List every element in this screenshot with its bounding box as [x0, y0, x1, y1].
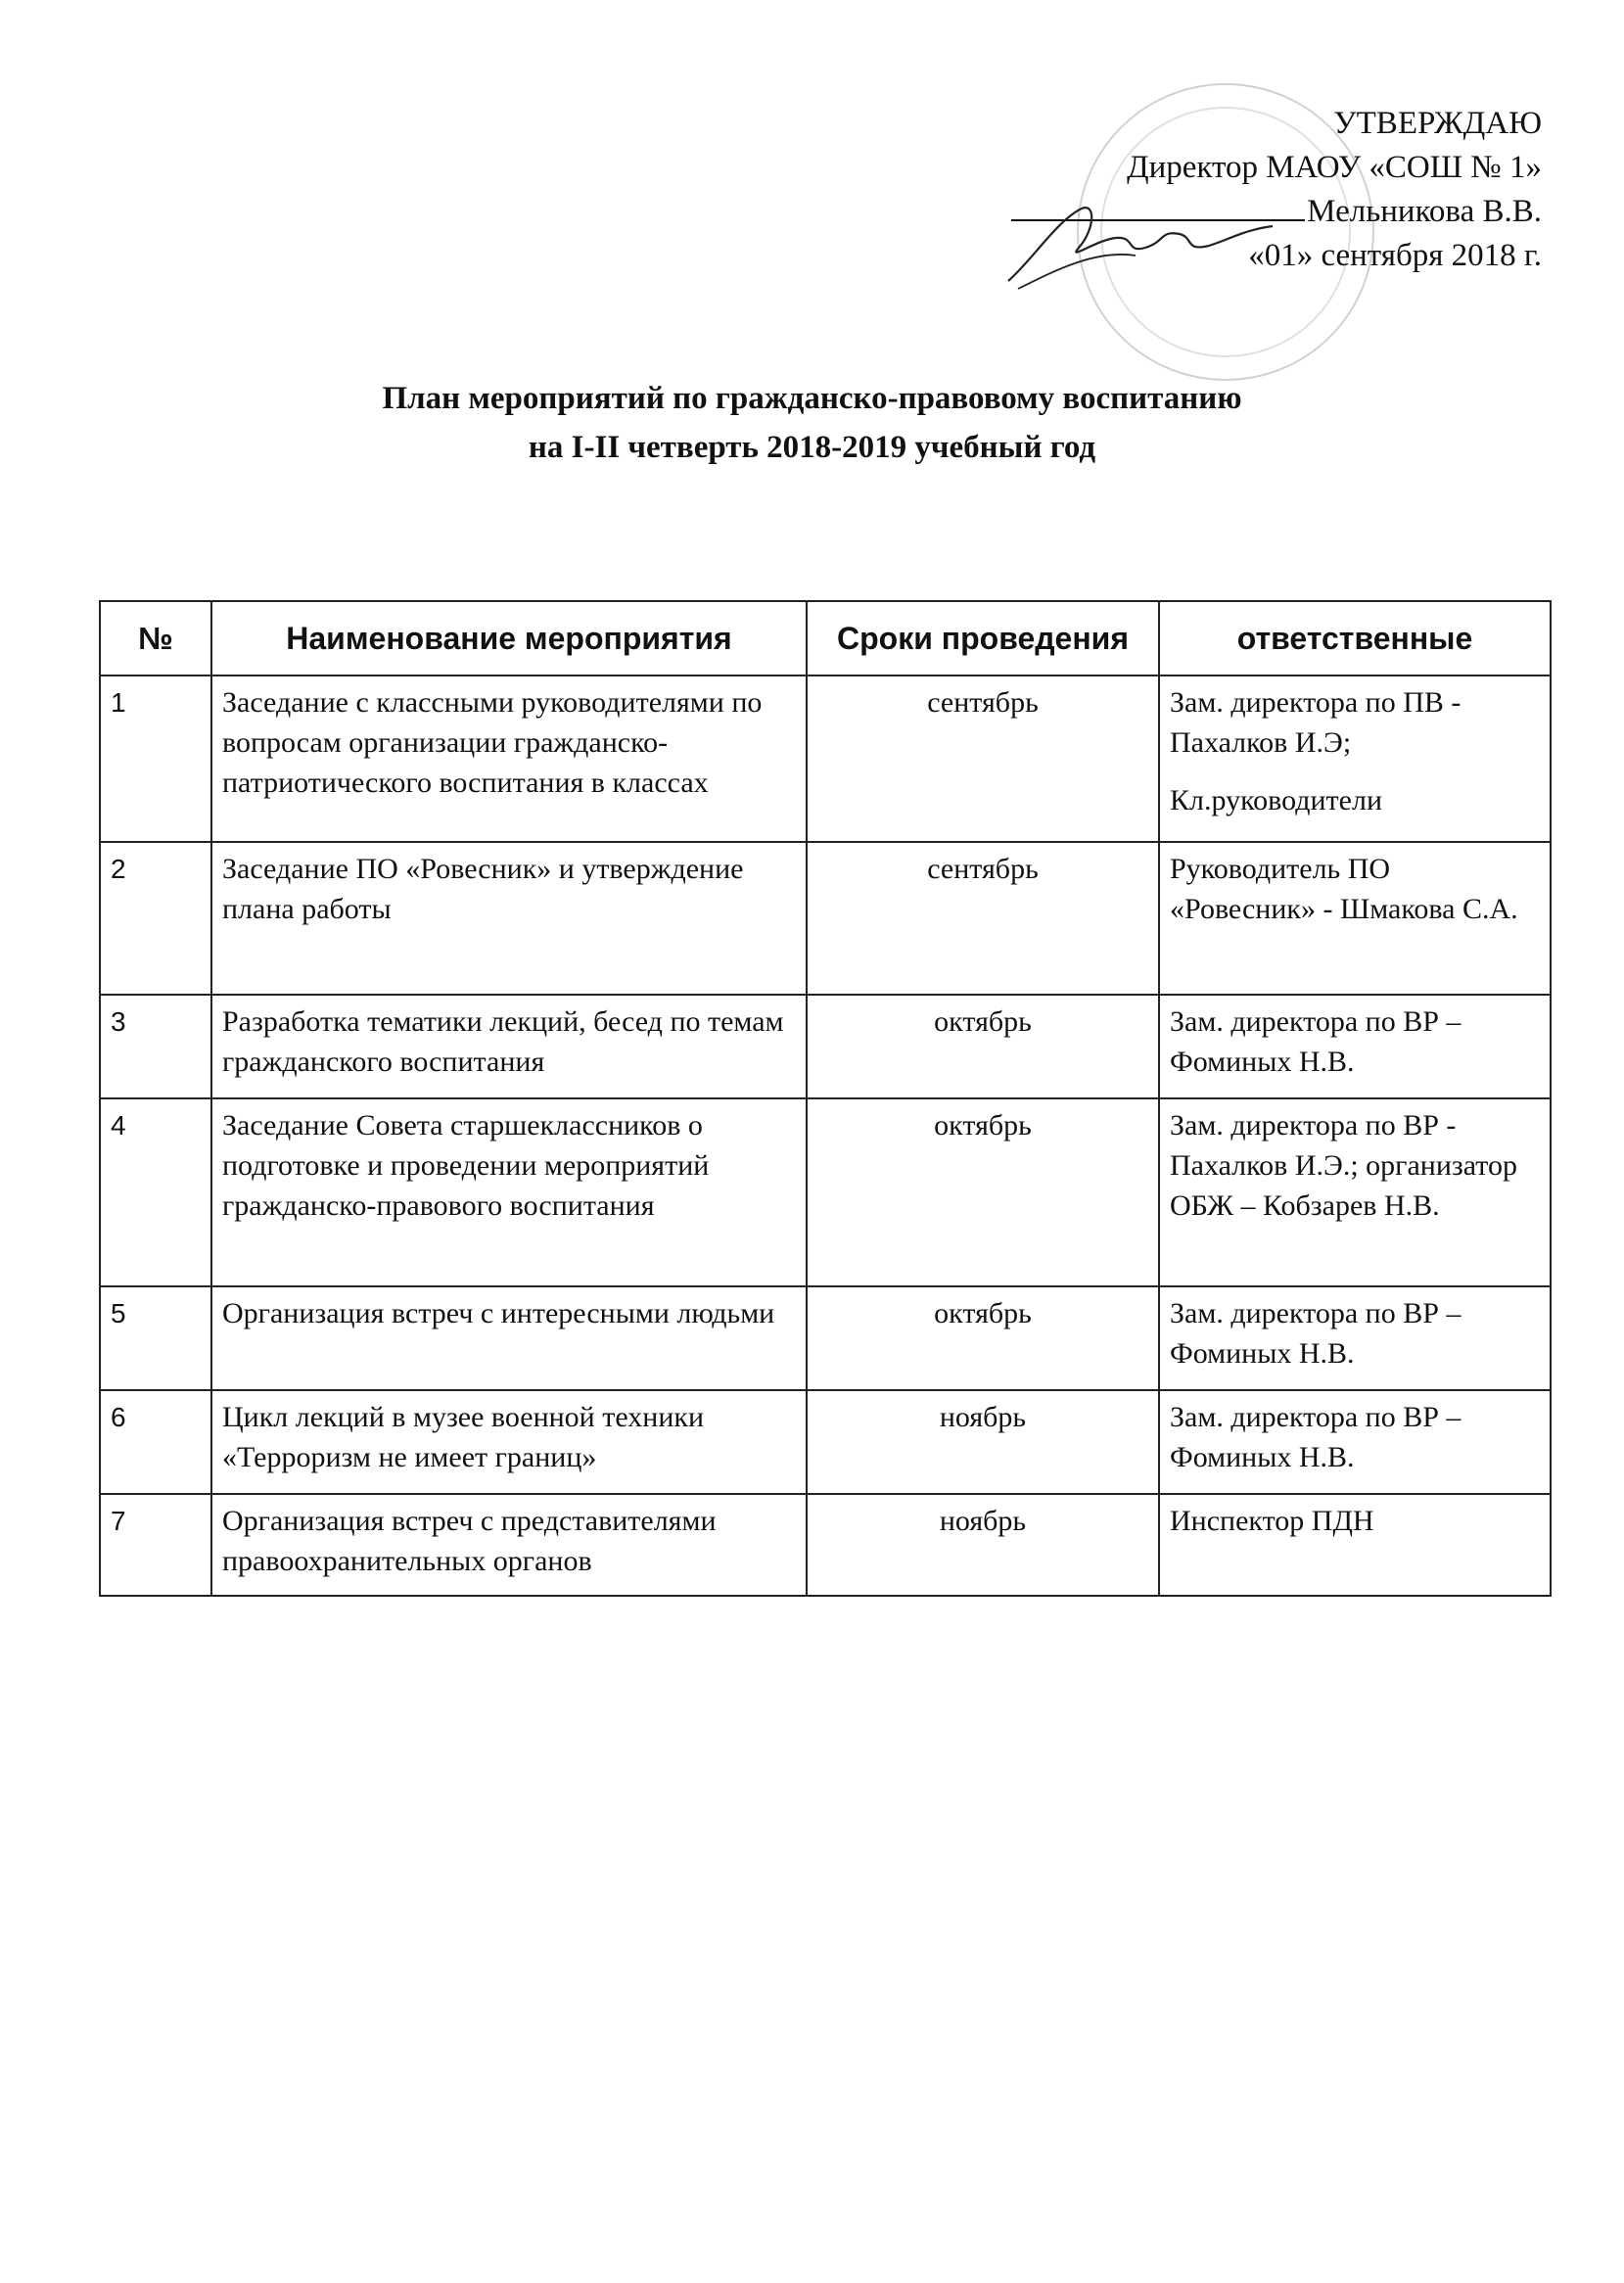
row-number: 3 [100, 995, 211, 1098]
header-number: № [100, 601, 211, 676]
responsible-line: Кл.руководители [1170, 784, 1383, 816]
event-responsible: Руководитель ПО «Ровесник» - Шмакова С.А. [1159, 842, 1551, 995]
header-dates: Сроки проведения [807, 601, 1159, 676]
table-row [100, 995, 1551, 1098]
handwritten-signature [989, 191, 1282, 299]
title-line-1: План мероприятий по гражданско-правовому воспитанию [382, 381, 1242, 416]
event-responsible [1159, 676, 1551, 842]
table-row [100, 676, 1551, 842]
event-date: октябрь [807, 1286, 1159, 1390]
responsible-line: Зам. директора по ПВ - Пахалков И.Э; [1170, 686, 1462, 759]
header-responsible: ответственные [1159, 601, 1551, 676]
event-name: Разработка тематики лекций, бесед по темам гражданского воспитания [211, 995, 807, 1098]
event-name: Заседание Совета старшеклассников о подготовке и проведении мероприятий гражданско-правового воспитания [211, 1098, 807, 1286]
row-number: 6 [100, 1390, 211, 1494]
event-responsible: Инспектор ПДН [1159, 1494, 1551, 1596]
row-number: 4 [100, 1098, 211, 1286]
event-name: Организация встреч с представителями правоохранительных органов [211, 1494, 807, 1596]
events-table [99, 600, 1552, 1597]
approval-date: «01» сентября 2018 г. [1248, 238, 1542, 273]
row-number: 7 [100, 1494, 211, 1596]
event-date: сентябрь [807, 842, 1159, 995]
event-date: ноябрь [807, 1390, 1159, 1494]
row-number: 5 [100, 1286, 211, 1390]
event-responsible: Зам. директора по ВР – Фоминых Н.В. [1159, 1286, 1551, 1390]
table-row [100, 1494, 1551, 1596]
header-event-name: Наименование мероприятия [211, 601, 807, 676]
table-header-row [100, 601, 1551, 676]
event-name: Организация встреч с интересными людьми [211, 1286, 807, 1390]
event-date: сентябрь [807, 676, 1159, 842]
director-name: Мельникова В.В. [1307, 194, 1542, 229]
event-name: Цикл лекций в музее военной техники «Терроризм не имеет границ» [211, 1390, 807, 1494]
row-number: 1 [100, 676, 211, 842]
director-position: Директор МАОУ «СОШ № 1» [1127, 150, 1542, 185]
table-row [100, 1098, 1551, 1286]
document-title [0, 374, 1624, 472]
table-row [100, 842, 1551, 995]
event-date: октябрь [807, 1098, 1159, 1286]
approve-word: УТВЕРЖДАЮ [1333, 106, 1542, 141]
title-line-2: на I-II четверть 2018-2019 учебный год [528, 430, 1096, 465]
table-row [100, 1286, 1551, 1390]
event-date: октябрь [807, 995, 1159, 1098]
event-responsible: Зам. директора по ВР – Фоминых Н.В. [1159, 995, 1551, 1098]
row-number: 2 [100, 842, 211, 995]
event-name: Заседание с классными руководителями по вопросам организации гражданско-патриотического воспитания в классах [211, 676, 807, 842]
event-responsible: Зам. директора по ВР - Пахалков И.Э.; организатор ОБЖ – Кобзарев Н.В. [1159, 1098, 1551, 1286]
event-name: Заседание ПО «Ровесник» и утверждение плана работы [211, 842, 807, 995]
table-row [100, 1390, 1551, 1494]
event-responsible: Зам. директора по ВР – Фоминых Н.В. [1159, 1390, 1551, 1494]
event-date: ноябрь [807, 1494, 1159, 1596]
